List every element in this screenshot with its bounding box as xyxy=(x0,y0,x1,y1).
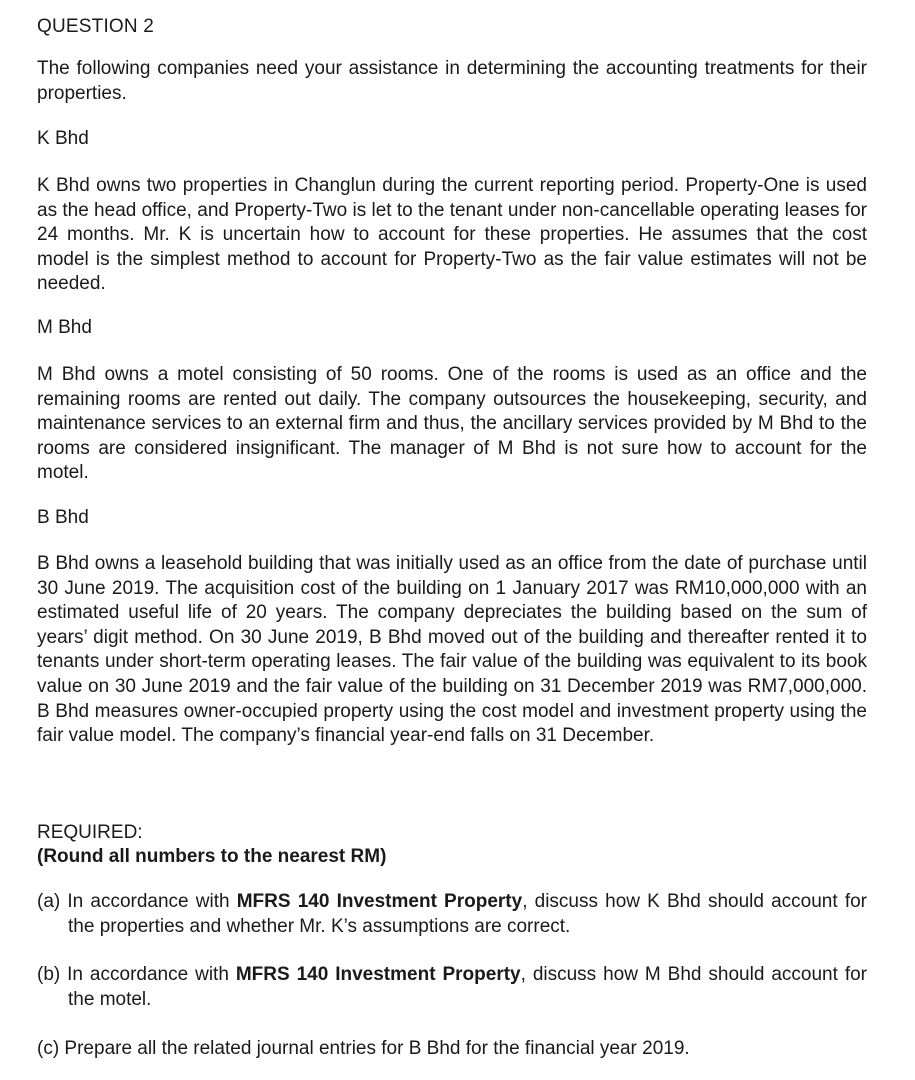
required-label: REQUIRED: xyxy=(37,822,143,843)
section-body-m-bhd: M Bhd owns a motel consisting of 50 rooms. One of the rooms is used as an office and the remaining rooms are rented out daily. The company outsources the housekeeping, security, and maintenance services to an external firm and thus, the ancillary services provided by M Bhd to the rooms are considered insignificant. The manager of M Bhd is not sure how to account for the motel. xyxy=(37,364,867,484)
intro-paragraph: The following companies need your assistance in determining the accounting treatments for their properties. xyxy=(37,58,867,104)
required-note: (Round all numbers to the nearest RM) xyxy=(37,846,387,867)
required-item-b: (b) In accordance with MFRS 140 Investment Property, discuss how M Bhd should account for the motel. xyxy=(37,964,867,1010)
section-heading-b-bhd: B Bhd xyxy=(37,507,89,528)
question-title: QUESTION 2 xyxy=(37,16,155,37)
required-item-c: (c) Prepare all the related journal entries for B Bhd for the financial year 2019. xyxy=(37,1038,690,1059)
section-heading-k-bhd: K Bhd xyxy=(37,128,89,149)
required-item-a: (a) In accordance with MFRS 140 Investment Property, discuss how K Bhd should account for the properties and whether Mr. K’s assumptions are correct. xyxy=(37,891,867,937)
section-body-b-bhd: B Bhd owns a leasehold building that was initially used as an office from the date of purchase until 30 June 2019. The acquisition cost of the building on 1 January 2017 was RM10,000,000 with an estimated useful life of 20 years. The company depreciates the building based on the sum of years’ digit method. On 30 June 2019, B Bhd moved out of the building and thereafter rented it to tenants under short-term operating leases. The fair value of the building was equivalent to its book value on 30 June 2019 and the fair value of the building on 31 December 2019 was RM7,000,000. B Bhd measures owner-occupied property using the cost model and investment property using the fair value model. The company’s financial year-end falls on 31 December. xyxy=(37,553,867,747)
section-body-k-bhd: K Bhd owns two properties in Changlun during the current reporting period. Property-One is used as the head office, and Property-Two is let to the tenant under non-cancellable operating leases for 24 months. Mr. K is uncertain how to account for these properties. He assumes that the cost model is the simplest method to account for Property-Two as the fair value estimates will not be needed. xyxy=(37,175,867,295)
section-heading-m-bhd: M Bhd xyxy=(37,317,92,338)
